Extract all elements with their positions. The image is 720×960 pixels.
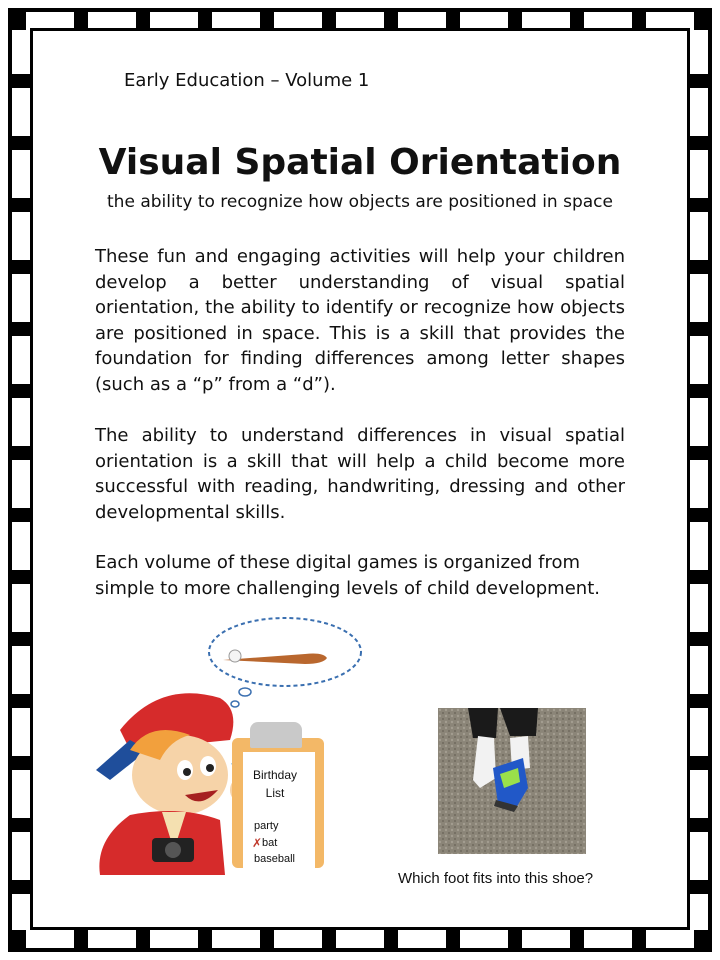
- series-label: Early Education – Volume 1: [124, 70, 370, 91]
- page-title: Visual Spatial Orientation: [98, 142, 622, 183]
- page-tagline: the ability to recognize how objects are positioned in space: [107, 192, 613, 212]
- birthday-list-title-line1: Birthday: [252, 768, 298, 782]
- checkmark-icon: ✗: [252, 836, 263, 850]
- intro-paragraph: These fun and engaging activities will help your children develop a better understanding of visual spatial orientation, the ability to identify or recognize how objects are positioned in space. This is a skill that provides the foundation for finding differences among letter shapes (such as a “p” from a “d”).: [95, 246, 625, 395]
- skills-paragraph: The ability to understand differences in visual spatial orientation is a skill that will help a child become more successful with reading, handwriting, dressing and other developmental skills.: [95, 425, 625, 523]
- photo-caption: Which foot fits into this shoe?: [398, 870, 594, 887]
- volumes-paragraph: Each volume of these digital games is organized from simple to more challenging levels of child development.: [95, 552, 600, 599]
- birthday-list-title-line2: List: [265, 786, 285, 800]
- birthday-list-title: [245, 766, 305, 802]
- shoe-photo: [438, 708, 586, 854]
- list-item: bat: [262, 837, 278, 849]
- list-item: baseball: [254, 853, 295, 865]
- clipboard-clip: [250, 722, 302, 748]
- list-item: party: [254, 820, 279, 832]
